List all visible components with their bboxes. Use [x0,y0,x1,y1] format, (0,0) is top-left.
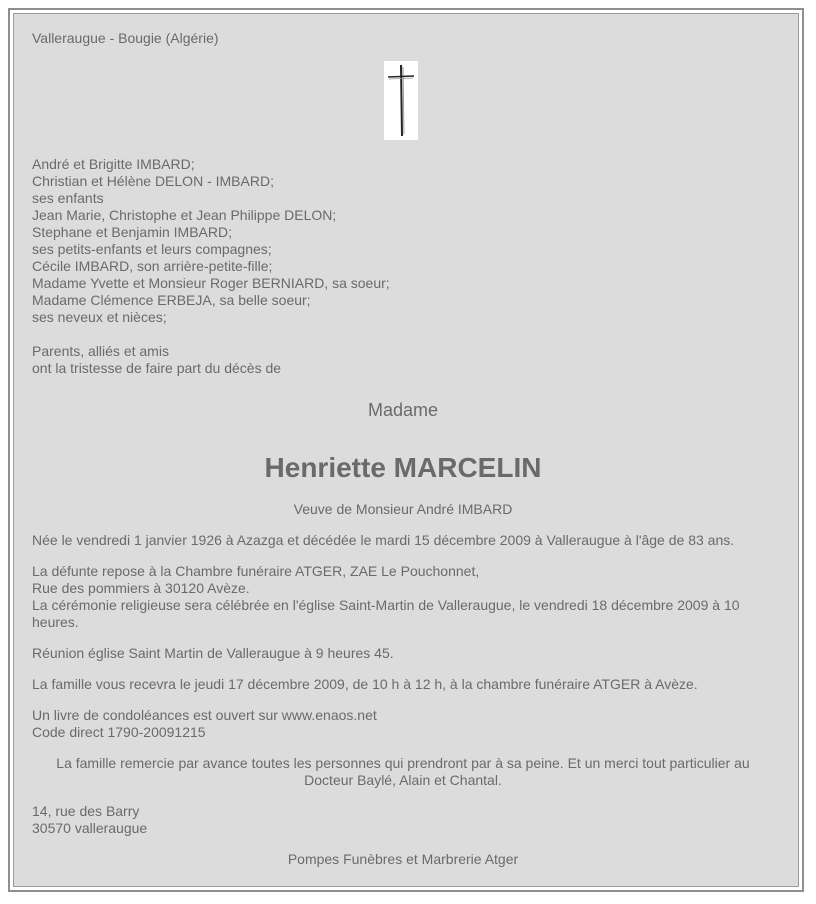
birth-death-text [32,532,774,549]
family-line: Christian et Hélène DELON - IMBARD; [32,173,274,189]
cross-icon [384,61,418,140]
ceremony-text: La cérémonie religieuse sera célébrée en l'église Saint-Martin de Valleraugue, le vendredi 18 décembre 2009 à 10 heures. [32,597,740,630]
deceased-title: Madame [367,400,439,420]
family-line: André et Brigitte IMBARD; [32,156,195,172]
family-line: Madame Yvette et Monsieur Roger BERNIARD, sa soeur; [32,275,390,291]
family-line: Stephane et Benjamin IMBARD; [32,224,232,240]
header-place: Valleraugue - Bougie (Algérie) [32,30,219,46]
thanks-line: La famille remercie par avance toutes les personnes qui prendront par à sa peine. Et un merci tout particulier au Docteur Baylé, Alain et Chantal. [56,755,750,788]
address-block [32,803,774,837]
family-line: ses petits-enfants et leurs compagnes; [32,241,272,257]
rest-line: La défunte repose à la Chambre funéraire ATGER, ZAE Le Pouchonnet, [32,563,480,579]
family-list [32,156,774,326]
notice-panel [13,13,799,887]
reception-line: La famille vous recevra le jeudi 17 décembre 2009, de 10 h à 12 h, à la chambre funéraire ATGER à Avèze. [32,676,698,692]
meeting-line: Réunion église Saint Martin de Valleraugue à 9 heures 45. [32,645,394,661]
rest-and-ceremony [32,563,774,631]
notice-frame [8,8,804,892]
deceased-name: Henriette MARCELIN [264,452,542,483]
announcement-line: Parents, alliés et amis [32,343,169,359]
condolences-block [32,707,774,741]
condolences-code: Code direct 1790-20091215 [32,724,206,740]
notice-content [32,30,774,868]
funeral-home: Pompes Funèbres et Marbrerie Atger [287,851,519,867]
thanks-text [32,755,774,789]
announcement [32,343,774,377]
birth-death-line: Née le vendredi 1 janvier 1926 à Azazga et décédée le mardi 15 décembre 2009 à Valleraugue à l'âge de 83 ans. [32,532,735,548]
family-line: Jean Marie, Christophe et Jean Philippe DELON; [32,207,337,223]
meeting-text [32,645,774,662]
family-line: ses enfants [32,190,104,206]
family-line: Cécile IMBARD, son arrière-petite-fille; [32,258,273,274]
condolences-line: Un livre de condoléances est ouvert sur www.enaos.net [32,707,377,723]
announcement-line: ont la tristesse de faire part du décès de [32,360,282,376]
family-line: Madame Clémence ERBEJA, sa belle soeur; [32,292,311,308]
family-line: ses neveux et nièces; [32,309,167,325]
address-line: 14, rue des Barry [32,803,140,819]
address-city: 30570 valleraugue [32,820,148,836]
reception-text [32,676,774,693]
rest-line: Rue des pommiers à 30120 Avèze. [32,580,250,596]
widow-of: Veuve de Monsieur André IMBARD [293,501,513,517]
